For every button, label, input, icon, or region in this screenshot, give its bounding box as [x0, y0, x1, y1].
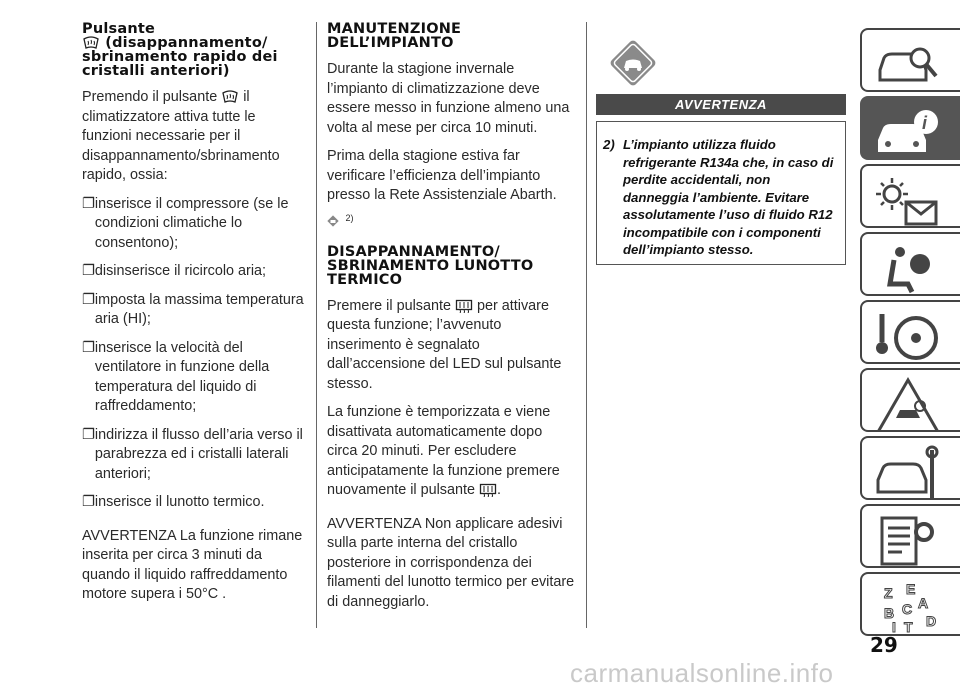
- airbag-seat-icon: [872, 240, 944, 296]
- list-item-text: indirizza il flusso dell’aria verso il parabrezza ed i cristalli laterali anteriori;: [94, 426, 303, 482]
- section-heading-maintenance: MANUTENZIONE DELL’IMPIANTO: [327, 21, 462, 51]
- svg-text:C: C: [902, 601, 913, 617]
- light-envelope-icon: [872, 172, 944, 228]
- svg-text:I: I: [892, 619, 896, 635]
- rear-defrost-note: AVVERTENZA Non applicare adesivi sulla parte interna del cristallo posteriore in corrispondenza dei filamenti del lunotto termico per evitare di danneggiarlo.: [327, 515, 575, 610]
- middle-column: [327, 22, 575, 621]
- svg-text:i: i: [922, 113, 928, 133]
- section-heading-defrost-button: Pulsante (disappannamento/ sbrinamento rapido dei cristalli anteriori): [82, 21, 278, 79]
- svg-text:A: A: [918, 595, 929, 611]
- list-item-text: disinserisce il ricircolo aria;: [94, 263, 267, 279]
- key-steering-icon: [872, 308, 944, 364]
- checkbox-bullet-icon: ❐: [82, 494, 95, 510]
- chapter-tab[interactable]: [860, 28, 960, 92]
- column-divider: [316, 22, 317, 628]
- list-item: [82, 195, 304, 254]
- windscreen-defrost-icon: [221, 90, 239, 104]
- intro-paragraph: Premendo il pulsante il climatizzatore attiva tutte le funzioni necessarie per il disappannamento/sbrinamento rapido, ossia:: [82, 89, 280, 183]
- car-search-icon: [872, 36, 944, 92]
- note-paragraph: AVVERTENZA La funzione rimane inserita per circa 3 minuti da quando il liquido raffreddamento motore supera i 50°C .: [82, 527, 303, 602]
- rear-window-defrost-icon: [455, 299, 473, 313]
- chapter-tab[interactable]: [860, 300, 960, 364]
- checkbox-bullet-icon: ❐: [82, 291, 95, 308]
- chapter-tab[interactable]: [860, 164, 960, 228]
- car-wrench-icon: [872, 444, 944, 500]
- list-item: [82, 339, 304, 417]
- checkbox-bullet-icon: ❐: [82, 263, 95, 279]
- list-item-text: inserisce il lunotto termico.: [94, 494, 265, 510]
- page-number: 29: [870, 633, 898, 657]
- warning-small-icon: [327, 215, 339, 227]
- chapter-tab[interactable]: [860, 232, 960, 296]
- maintenance-paragraph-1: Durante la stagione invernale l’impianto di climatizzazione deve essere messo in funzione almeno una volta al mese per circa 10 minuti.: [327, 61, 570, 136]
- document-gear-icon: [872, 512, 944, 568]
- chapter-tab[interactable]: [860, 436, 960, 500]
- checkbox-bullet-icon: ❐: [82, 339, 95, 356]
- chapter-tab[interactable]: [860, 368, 960, 432]
- alphabet-index-icon: [872, 580, 944, 636]
- section-heading-rear-defrost: DISAPPANNAMENTO/ SBRINAMENTO LUNOTTO TERMICO: [327, 243, 534, 288]
- warning-reference: 2): [327, 213, 575, 229]
- maintenance-paragraph-2: Prima della stagione estiva far verificare l’efficienza dell’impianto presso la Rete Assistenziale Abarth.: [327, 148, 557, 203]
- chapter-tab[interactable]: [860, 504, 960, 568]
- watermark: carmanualsonline.info: [570, 658, 834, 688]
- svg-text:Z: Z: [884, 585, 893, 601]
- warning-triangle-icon: [872, 376, 944, 432]
- chapter-tab[interactable]: [860, 572, 960, 636]
- right-column: [596, 22, 846, 265]
- list-item-text: inserisce la velocità del ventilatore in funzione della temperatura del liquido di raffreddamento;: [94, 339, 270, 414]
- rear-window-defrost-icon: [479, 483, 497, 497]
- rear-defrost-paragraph-1: Premere il pulsante per attivare questa funzione; l’avvenuto inserimento è segnalato dall’accensione del LED sul pulsante stesso.: [327, 297, 562, 392]
- list-item-text: imposta la massima temperatura aria (HI);: [94, 291, 304, 327]
- svg-text:B: B: [884, 605, 895, 621]
- list-item: [82, 262, 304, 282]
- list-item-text: inserisce il compressore (se le condizioni climatiche lo consentono);: [94, 195, 289, 251]
- checkbox-bullet-icon: ❐: [82, 195, 95, 212]
- list-item: [82, 493, 304, 513]
- rear-defrost-paragraph-2: La funzione è temporizzata e viene disattivata automaticamente dopo circa 20 minuti. Per escludere anticipatamente la funzione premere nuovamente il pulsante .: [327, 404, 560, 498]
- warning-title-bar: AVVERTENZA: [596, 94, 846, 115]
- car-info-icon: [872, 104, 944, 160]
- warning-item: 2) L’impianto utilizza fluido refrigerante R134a che, in caso di perdite accidentali, non danneggia l’ambiente. Evitare assolutamente l’uso di fluido R12 incompatibile con i componenti dell’impianto stesso.: [603, 137, 834, 257]
- windscreen-defrost-icon: [82, 36, 100, 50]
- svg-text:D: D: [926, 613, 937, 629]
- list-item: [82, 291, 304, 330]
- list-item: [82, 426, 304, 485]
- svg-text:E: E: [906, 581, 916, 597]
- warning-sign-icon: [608, 38, 658, 88]
- svg-text:T: T: [904, 619, 913, 635]
- column-divider: [586, 22, 587, 628]
- warning-box: [596, 121, 846, 265]
- function-list: [82, 195, 304, 513]
- checkbox-bullet-icon: ❐: [82, 426, 95, 443]
- left-column: [82, 22, 304, 614]
- chapter-tab[interactable]: [860, 96, 960, 160]
